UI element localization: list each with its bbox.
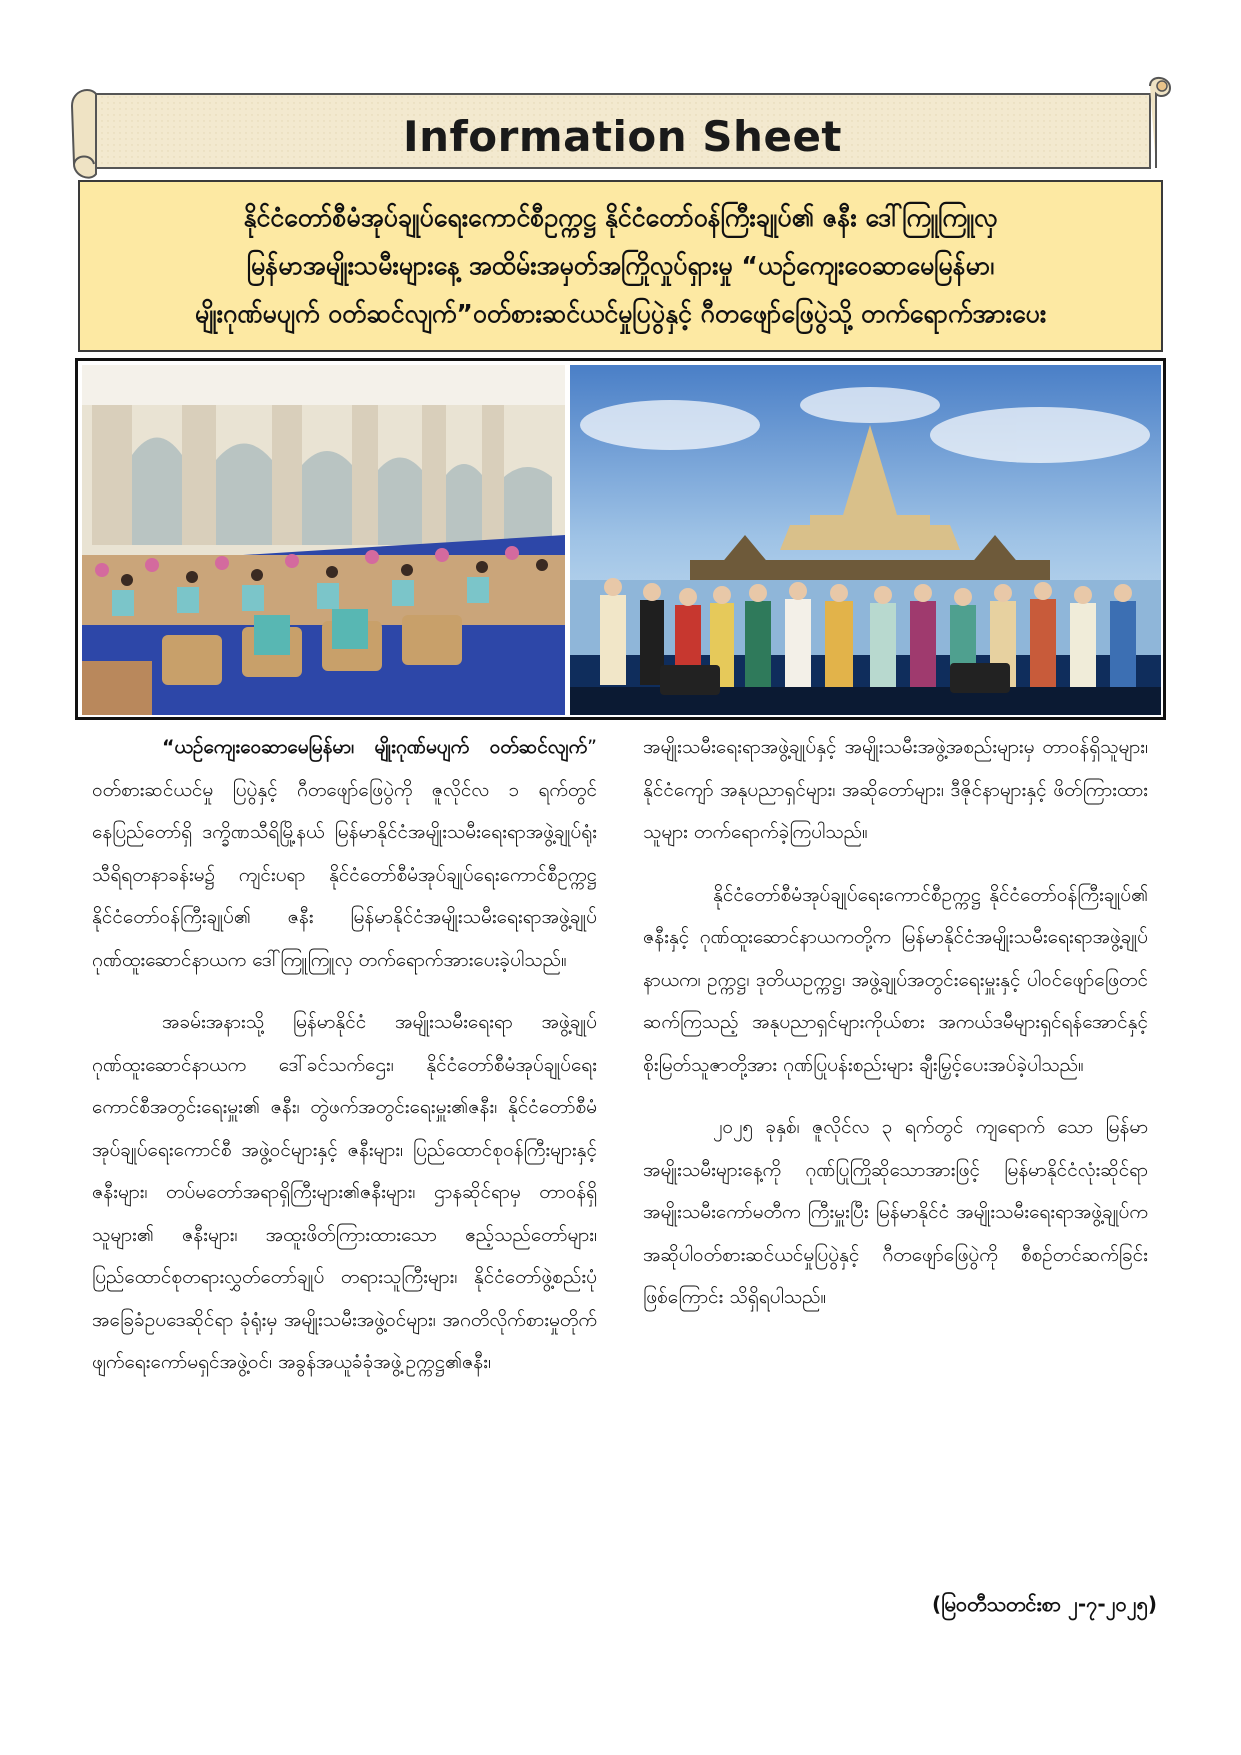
page-title: Information Sheet [402,112,843,161]
title-scroll-banner [70,76,1175,188]
audience-hall-photo [82,365,565,715]
headline-box [78,180,1163,352]
stage-performance-photo [570,365,1161,715]
article-paragraph-4: နိုင်ငံတော်စီမံအုပ်ချုပ်ရေးကောင်စီဥက္ကဋ္ဌ နိုင်ငံတော်ဝန်ကြီးချုပ်၏ ဇနီးနှင့် ဂုဏ်ထူးဆောင်နာယကတို့က မြန်မာနိုင်ငံအမျိုးသမီးရေးရာအဖွဲ့ချုပ် နာယက၊ ဥက္ကဋ္ဌ၊ ဒုတိယဥက္ကဋ္ဌ၊ အဖွဲ့ချုပ်အတွင်းရေးမှူးနှင့် ပါဝင်ဖျော်ဖြေတင်ဆက်ကြသည့် အနုပညာရှင်များကိုယ်စား အကယ်ဒမီများရှင်ရန်အောင်နှင့် စိုးမြတ်သူဇာတို့အား ဂုဏ်ပြုပန်းစည်းများ ချီးမြှင့်ပေးအပ်ခဲ့ပါသည်။ [643,883,1148,1076]
article-paragraph-5: ၂၀၂၅ ခုနှစ်၊ ဇူလိုင်လ ၃ ရက်တွင် ကျရောက် သော မြန်မာအမျိုးသမီးများနေ့ကို ဂုဏ်ပြုကြိုဆိုသောအားဖြင့် မြန်မာနိုင်ငံလုံးဆိုင်ရာ အမျိုးသမီးကော်မတီက ကြီးမှူးပြီး မြန်မာနိုင်ငံ အမျိုးသမီးရေးရာအဖွဲ့ချုပ်က အဆိုပါဝတ်စားဆင်ယင်မှုပြပွဲနှင့် ဂီတဖျော်ဖြေပွဲကို စီစဉ်တင်ဆက်ခြင်းဖြစ်ကြောင်း သိရှိရပါသည်။ [643,1116,1148,1308]
article-right-column [643,726,1148,1339]
event-name-bold: “ယဉ်ကျေးဝေဆာမေမြန်မာ၊ မျိုးဂုဏ်မပျက် ဝတ်ဆင်လျက် [162,736,588,758]
photo-panel [75,358,1166,720]
headline-line-2: မြန်မာအမျိုးသမီးများနေ့ အထိမ်းအမှတ်အကြိုလှုပ်ရှားမှု “ယဉ်ကျေးဝေဆာမေမြန်မာ၊ [246,251,995,280]
paragraph-1-text: ” ဝတ်စားဆင်ယင်မှု ပြပွဲနှင့် ဂီတဖျော်ဖြေပွဲကို ဇူလိုင်လ ၁ ရက်တွင် နေပြည်တော်ရှိ ဒက္ခိဏသီရိမြို့နယ် မြန်မာနိုင်ငံအမျိုးသမီးရေးရာအဖွဲ့ချုပ်ရုံး သီရိရတနာခန်းမ၌ ကျင်းပရာ နိုင်ငံတော်စီမံအုပ်ချုပ်ရေးကောင်စီဥက္ကဋ္ဌ နိုင်ငံတော်ဝန်ကြီးချုပ်၏ ဇနီး မြန်မာနိုင်ငံအမျိုးသမီးရေးရာအဖွဲ့ချုပ် ဂုဏ်ထူးဆောင်နာယက ဒေါ်ကြူကြူလှ တက်ရောက်အားပေးခဲ့ပါသည်။ [92,736,597,971]
article-paragraph-1 [92,726,597,981]
headline-line-1: နိုင်ငံတော်စီမံအုပ်ချုပ်ရေးကောင်စီဥက္ကဋ္ဌ နိုင်ငံတော်ဝန်ကြီးချုပ်၏ ဇနီး ဒေါ်ကြူကြူလှ [243,203,998,232]
article-paragraph-2: အခမ်းအနားသို့ မြန်မာနိုင်ငံ အမျိုးသမီးရေးရာ အဖွဲ့ချုပ် ဂုဏ်ထူးဆောင်နာယက ဒေါ်ခင်သက်ဌေး၊ နိုင်ငံတော်စီမံအုပ်ချုပ်ရေး ကောင်စီအတွင်းရေးမှူး၏ ဇနီး၊ တွဲဖက်အတွင်းရေးမှူး၏ဇနီး၊ နိုင်ငံတော်စီမံအုပ်ချုပ်ရေးကောင်စီ အဖွဲ့ဝင်များနှင့် ဇနီးများ၊ ပြည်ထောင်စုဝန်ကြီးများနှင့်ဇနီးများ၊ တပ်မတော်အရာရှိကြီးများ၏ဇနီးများ၊ ဌာနဆိုင်ရာမှ တာဝန်ရှိသူများ၏ ဇနီးများ၊ အထူးဖိတ်ကြားထားသော ဧည့်သည်တော်များ၊ ပြည်ထောင်စုတရားလွှတ်တော်ချုပ် တရားသူကြီးများ၊ နိုင်ငံတော်ဖွဲ့စည်းပုံအခြေခံဥပဒေဆိုင်ရာ ခုံရုံးမှ အမျိုးသမီးအဖွဲ့ဝင်များ၊ အဂတိလိုက်စားမှုတိုက်ဖျက်ရေးကော်မရှင်အဖွဲ့ဝင်၊ အခွန်အယူခံခုံအဖွဲ့ဥက္ကဋ္ဌ၏ဇနီး၊ [92,1011,597,1373]
news-source-citation: (မြဝတီသတင်းစာ ၂-၇-၂၀၂၅) [931,1592,1157,1616]
article-paragraph-3: အမျိုးသမီးရေးရာအဖွဲ့ချုပ်နှင့် အမျိုးသမီးအဖွဲ့အစည်းများမှ တာဝန်ရှိသူများ၊ နိုင်ငံကျော် အနုပညာရှင်များ၊ အဆိုတော်များ၊ ဒီဇိုင်နာများနှင့် ဖိတ်ကြားထားသူများ တက်ရောက်ခဲ့ကြပါသည်။ [643,736,1148,843]
headline-line-3: မျိုးဂုဏ်မပျက် ဝတ်ဆင်လျက်”ဝတ်စားဆင်ယင်မှုပြပွဲနှင့် ဂီတဖျော်ဖြေပွဲသို့ တက်ရောက်အားပေး [194,299,1047,328]
article-left-column [92,726,597,1404]
